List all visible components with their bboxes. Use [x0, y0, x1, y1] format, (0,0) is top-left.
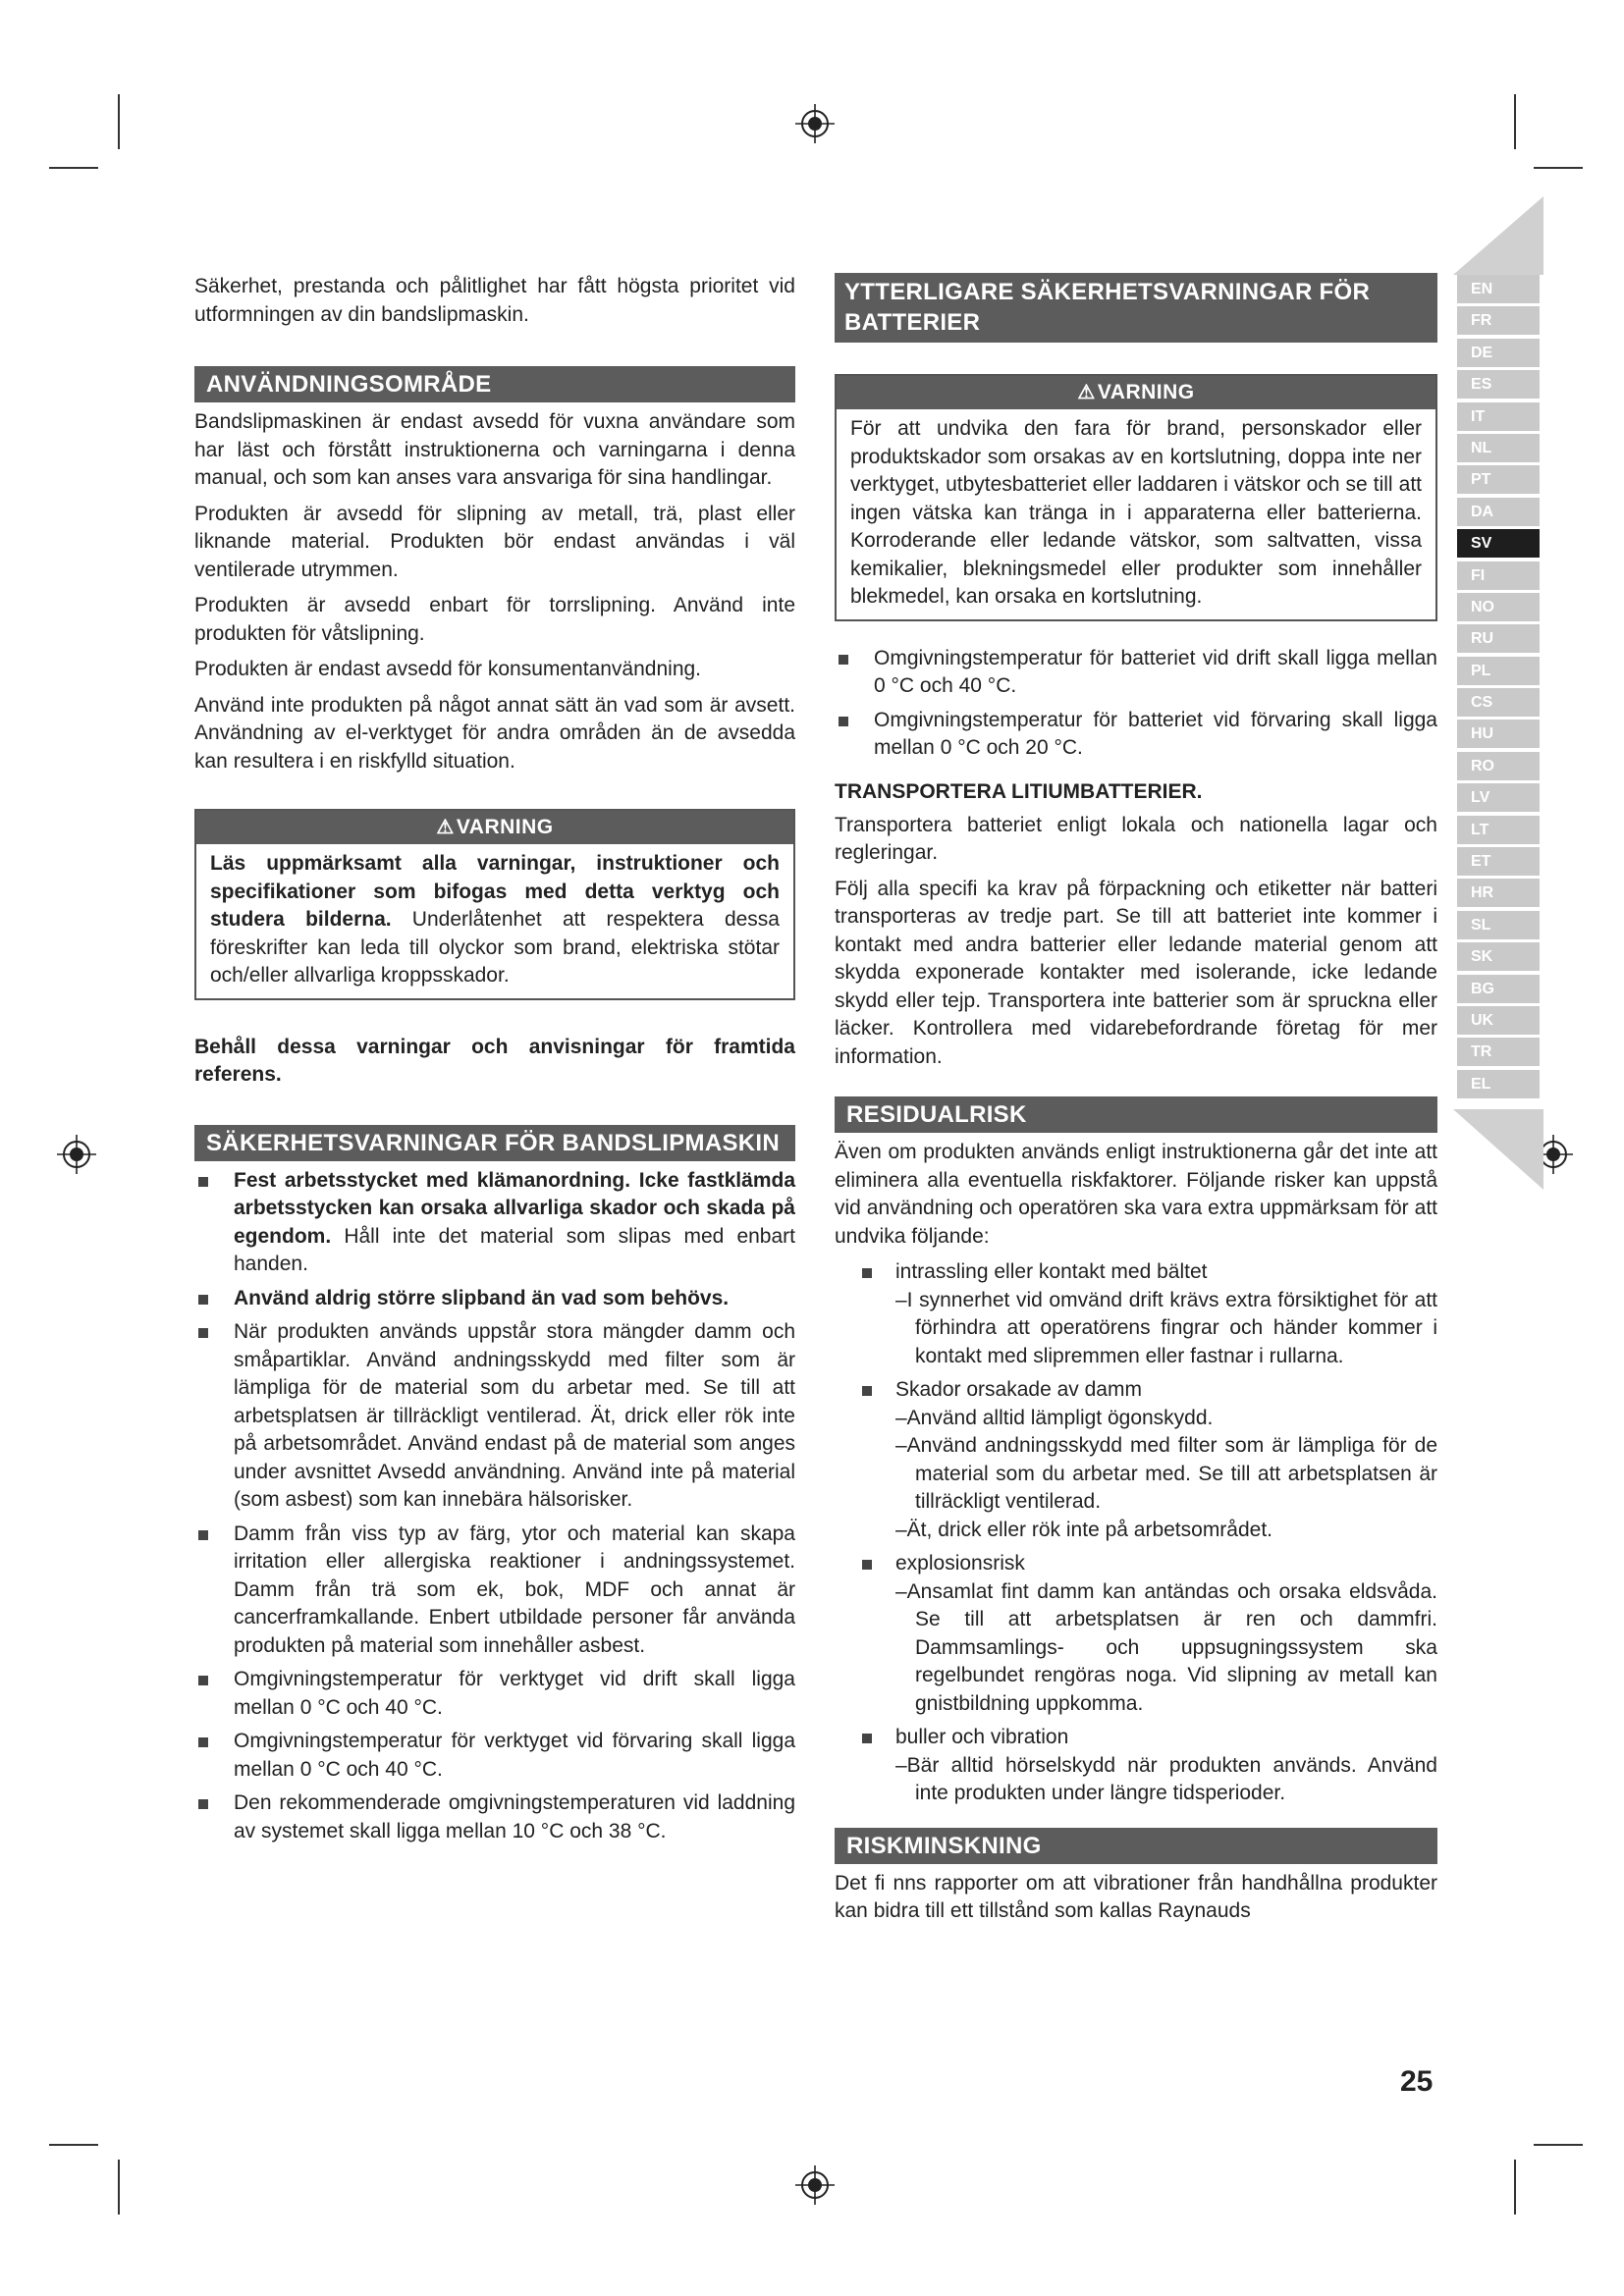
left-column: [194, 273, 795, 1851]
language-tab-bg[interactable]: BG: [1457, 975, 1540, 1003]
sander-safety-list: [194, 1167, 795, 1846]
list-item: Omgivningstemperatur för verktyget vid förvaring skall ligga mellan 0 °C och 40 °C.: [194, 1728, 795, 1784]
usage-paragraph: Använd inte produkten på något annat sätt än vad som är avsett. Användning av el-verktyget för andra områden än de avsedda kan resultera i en riskfylld situation.: [194, 693, 795, 773]
transport-paragraph: Transportera batteriet enligt lokala och nationella lagar och regleringar.: [835, 813, 1437, 864]
crop-mark: [118, 2160, 120, 2215]
warning-text: För att undvika den fara för brand, personskador eller produktskador som orsakas av en kortslutning, doppa inte ner verktyget, utbytesbatteriet eller laddaren i vätskor och se till att ingen vätska kan tränga in i apparaterna eller batterierna. Korroderande eller ledande vätskor, som saltvatten, vissa kemikalier, blekningsmedel eller produkter som innehåller blekmedel, kan orsaka en kortslutning.: [850, 417, 1422, 608]
list-item: Damm från viss typ av färg, ytor och material kan skapa irritation eller allergiska reaktioner i andningssystemet. Damm från trä som ek, bok, MDF och annat är cancerframkallande. Enbert utbildade personer får använda produkten på material som innehåller asbest.: [194, 1521, 795, 1661]
language-tab-fi[interactable]: FI: [1457, 561, 1540, 590]
list-item: Omgivningstemperatur för batteriet vid drift skall ligga mellan 0 °C och 40 °C.: [835, 645, 1437, 701]
transport-heading: TRANSPORTERA LITIUMBATTERIER.: [835, 779, 1203, 803]
section-heading-usage: ANVÄNDNINGSOMRÅDE: [194, 366, 795, 402]
crop-mark: [1514, 2160, 1516, 2215]
battery-list: [835, 645, 1437, 763]
list-item: buller och vibration –Bär alltid hörselskydd när produkten används. Använd inte produkten under längre tidsperioder.: [835, 1724, 1437, 1808]
language-tab-it[interactable]: IT: [1457, 402, 1540, 431]
crop-mark: [118, 94, 120, 149]
warning-triangle-icon: ⚠: [1077, 382, 1096, 403]
list-item: Den rekommenderade omgivningstemperaturen vid laddning av systemet skall ligga mellan 10 °C och 38 °C.: [194, 1789, 795, 1845]
section-heading-battery: YTTERLIGARE SÄKERHETSVARNINGAR FÖR BATTERIER: [835, 273, 1437, 343]
language-tab-cs[interactable]: CS: [1457, 688, 1540, 717]
list-item: Omgivningstemperatur för verktyget vid drift skall ligga mellan 0 °C och 40 °C.: [194, 1666, 795, 1722]
crop-mark: [1534, 2144, 1583, 2146]
usage-paragraph: Produkten är endast avsedd för konsumentanvändning.: [194, 658, 702, 680]
residual-risk-list: [835, 1258, 1437, 1808]
warning-text: Läs uppmärksamt alla varningar, instruktioner och specifikationer som bifogas med detta verktyg och studera bilderna. Underlåtenhet att respektera dessa föreskrifter kan leda till olyckor som brand, elektriska stötar och/eller allvarliga kroppsskador.: [210, 852, 780, 987]
page-number: 25: [1400, 2065, 1434, 2098]
list-item: intrassling eller kontakt med bältet –I synnerhet vid omvänd drift krävs extra försiktighet för att förhindra att operatörens fingrar och händer kommer i kontakt med slipremmen eller fastnar i rullarna.: [835, 1258, 1437, 1370]
keep-note: Behåll dessa varningar och anvisningar för framtida referens.: [194, 1035, 795, 1086]
intro-text: Säkerhet, prestanda och pålitlighet har fått högsta prioritet vid utformningen av din bandslipmaskin.: [194, 275, 795, 326]
language-tabs: [1457, 275, 1540, 1101]
language-tab-uk[interactable]: UK: [1457, 1006, 1540, 1035]
language-tab-sv[interactable]: SV: [1457, 529, 1540, 558]
warning-header: [196, 811, 793, 844]
usage-paragraph: Produkten är avsedd för slipning av metall, trä, plast eller liknande material. Produkten bör endast användas i väl ventilerade utrymmen.: [194, 502, 795, 581]
section-heading-risk-reduction: RISKMINSKNING: [835, 1828, 1437, 1864]
residual-intro: Även om produkten används enligt instruktionerna går det inte att eliminera alla eventuella riskfaktorer. Följande risker kan uppstå vid användning och operatören ska vara extra uppmärksam för att undvika följande:: [835, 1141, 1437, 1248]
language-tab-ru[interactable]: RU: [1457, 624, 1540, 653]
section-heading-sander-safety: SÄKERHETSVARNINGAR FÖR BANDSLIPMASKIN: [194, 1125, 795, 1161]
language-tab-sl[interactable]: SL: [1457, 911, 1540, 939]
language-tab-en[interactable]: EN: [1457, 275, 1540, 303]
warning-label: VARNING: [1097, 381, 1195, 403]
language-tab-pt[interactable]: PT: [1457, 465, 1540, 494]
list-item: Skador orsakade av damm –Använd alltid lämpligt ögonskydd. –Använd andningsskydd med filter som är lämpliga för de material som du arbetar med. Se till att arbetsplatsen är tillräckligt ventilerad. –Ät, drick eller rök inte på arbetsområdet.: [835, 1376, 1437, 1544]
section-heading-residual-risk: RESIDUALRISK: [835, 1096, 1437, 1133]
language-tab-no[interactable]: NO: [1457, 593, 1540, 621]
language-tab-lv[interactable]: LV: [1457, 783, 1540, 812]
usage-paragraph: Produkten är avsedd enbart för torrslipning. Använd inte produkten för våtslipning.: [194, 594, 795, 645]
warning-box: [835, 374, 1437, 621]
crop-mark: [49, 167, 98, 169]
language-tab-da[interactable]: DA: [1457, 498, 1540, 526]
registration-mark-icon: [793, 102, 837, 145]
list-item: Använd aldrig större slipband än vad som behövs.: [194, 1285, 795, 1313]
language-tab-de[interactable]: DE: [1457, 339, 1540, 367]
crop-mark: [1514, 94, 1516, 149]
risk-reduction-text: Det fi nns rapporter om att vibrationer från handhållna produkter kan bidra till ett tillstånd som kallas Raynauds: [835, 1871, 1437, 1922]
warning-label: VARNING: [456, 816, 554, 838]
warning-box: [194, 809, 795, 1000]
language-tab-sk[interactable]: SK: [1457, 942, 1540, 971]
registration-mark-icon: [793, 2163, 837, 2207]
language-tab-lt[interactable]: LT: [1457, 816, 1540, 844]
list-item: explosionsrisk –Ansamlat fint damm kan antändas och orsaka eldsvåda. Se till att arbetsplatsen är ren och dammfri. Dammsamlings- och uppsugningssystem ska regelbundet rengöras noga. Vid slipning av metall kan gnistbildning uppkomma.: [835, 1550, 1437, 1718]
crop-mark: [1534, 167, 1583, 169]
language-tab-tr[interactable]: TR: [1457, 1038, 1540, 1066]
warning-triangle-icon: ⚠: [436, 817, 455, 838]
language-tab-el[interactable]: EL: [1457, 1070, 1540, 1098]
usage-paragraph: Bandslipmaskinen är endast avsedd för vuxna användare som har läst och förstått instruktionerna och varningarna i denna manual, och som kan anses vara ansvariga för sina handlingar.: [194, 410, 795, 489]
warning-header: [837, 376, 1435, 409]
crop-mark: [49, 2144, 98, 2146]
transport-paragraph: Följ alla specifi ka krav på förpackning och etiketter när batteri transporteras av tredje part. Se till att batteriet inte kommer i kontakt med andra batterier eller ledande material genom att skydda exponerade kontakter med isolerande, icke ledande skydd eller tejp. Transportera inte batterier som är spruckna eller läcker. Kontrollera med vidarebefordrande företag för mer information.: [835, 877, 1437, 1068]
language-tab-hr[interactable]: HR: [1457, 879, 1540, 907]
right-column: [835, 273, 1437, 1934]
list-item: När produkten används uppstår stora mängder damm och småpartiklar. Använd andningsskydd med filter som är lämpliga för de material som du arbetar med. Se till att arbetsplatsen är tillräckligt ventilerad. Ät, drick eller rök inte på arbetsområdet. Använd endast på de material som anges under avsnittet Avsedd användning. Använd inte på material (som asbest) som kan innebära hälsorisker.: [194, 1318, 795, 1515]
language-tab-et[interactable]: ET: [1457, 847, 1540, 876]
list-item: Omgivningstemperatur för batteriet vid förvaring skall ligga mellan 0 °C och 20 °C.: [835, 707, 1437, 763]
language-tab-ro[interactable]: RO: [1457, 752, 1540, 780]
list-item: Fest arbetsstycket med klämanordning. Icke fastklämda arbetsstycken kan orsaka allvarliga skador och skada på egendom. Håll inte det material som slipas med enbart handen.: [194, 1167, 795, 1279]
language-tab-hu[interactable]: HU: [1457, 720, 1540, 748]
language-tab-es[interactable]: ES: [1457, 370, 1540, 399]
language-tab-pl[interactable]: PL: [1457, 657, 1540, 685]
language-tab-nl[interactable]: NL: [1457, 434, 1540, 462]
language-tab-fr[interactable]: FR: [1457, 306, 1540, 335]
registration-mark-icon: [55, 1133, 98, 1176]
